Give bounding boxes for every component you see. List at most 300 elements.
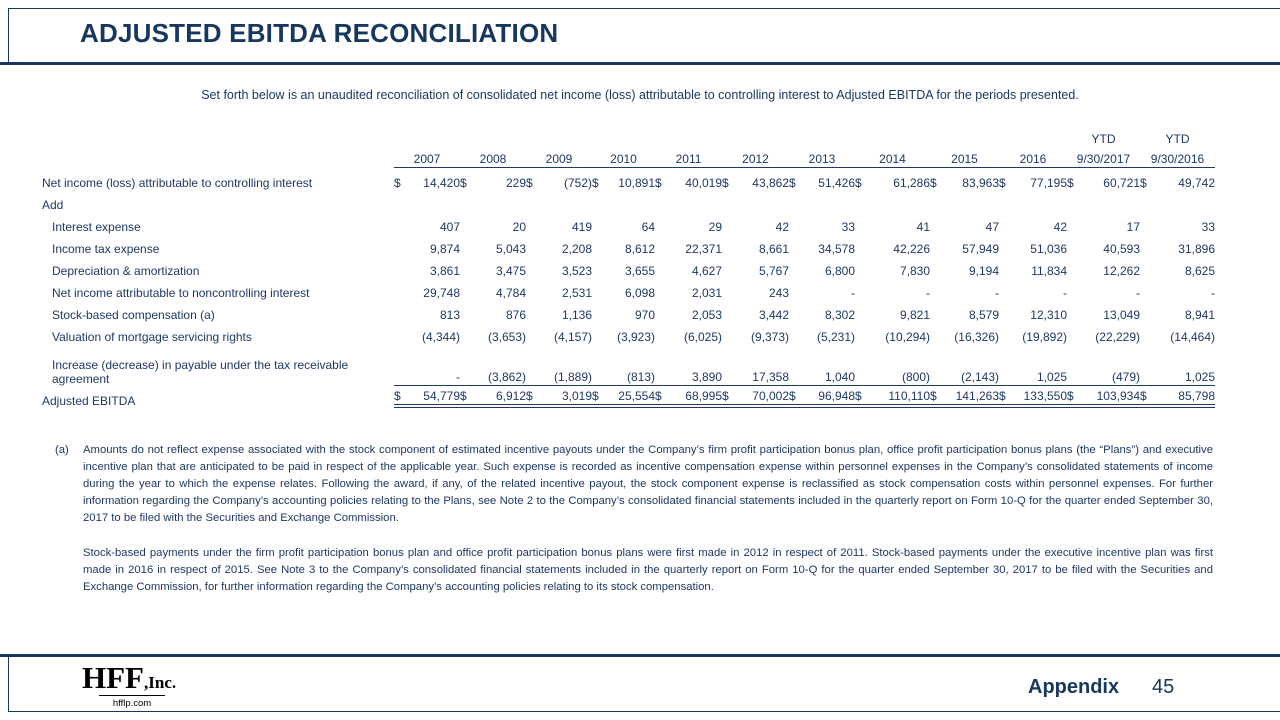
title-divider-line (0, 62, 1280, 65)
cell-inner (722, 389, 789, 408)
cell-inner (789, 389, 855, 408)
column-header-text: 2014 (855, 152, 930, 168)
cell-value (930, 302, 999, 324)
footnote-marker: (a) (55, 444, 69, 456)
dollar-sign: $ (789, 389, 796, 403)
cell-value (930, 346, 999, 388)
cell-inner: (4,157) (553, 330, 592, 344)
cell-number: 103,934 (1096, 389, 1140, 403)
cell-number: 54,779 (423, 389, 460, 403)
cell-value (722, 324, 789, 346)
cell-value (722, 258, 789, 280)
cell-value (789, 170, 855, 192)
row-label: Add (42, 198, 64, 212)
cell-inner: 11,834 (1031, 264, 1067, 278)
ytd-label: YTD (1091, 132, 1116, 146)
cell-value (999, 388, 1067, 410)
column-header-text: 2013 (789, 152, 855, 168)
cell-inner (655, 389, 722, 408)
cell-inner: - (1136, 286, 1140, 300)
cell-inner: 970 (634, 308, 655, 322)
reconciliation-table (42, 126, 1215, 410)
cell-inner: 20 (512, 220, 526, 234)
cell-value (855, 302, 930, 324)
cell-inner: 1,025 (999, 370, 1067, 386)
cell-inner: 813 (439, 308, 460, 322)
cell-inner: 4,627 (691, 264, 722, 278)
column-header (722, 148, 789, 170)
cell-value (526, 236, 592, 258)
cell-number: 110,110 (888, 389, 930, 403)
dollar-sign: $ (592, 389, 599, 403)
cell-inner (722, 176, 789, 190)
row-label: Depreciation & amortization (52, 264, 200, 278)
cell-value (526, 258, 592, 280)
cell-number: 85,798 (1178, 389, 1215, 403)
table-row-income-tax-expense (42, 236, 1215, 258)
cell-value (1140, 280, 1215, 302)
cell-number: 10,891 (618, 176, 655, 190)
cell-inner: 2,531 (561, 286, 592, 300)
cell-inner: 3,475 (495, 264, 526, 278)
column-header-text: 9/30/2016 (1140, 152, 1215, 168)
cell-value (460, 324, 526, 346)
cell-inner: 29,748 (423, 286, 460, 300)
column-header (789, 148, 855, 170)
dollar-sign: $ (855, 176, 862, 190)
spacer-cell (930, 126, 999, 148)
cell-inner: 17,358 (722, 370, 789, 386)
cell-value (1140, 324, 1215, 346)
spacer-cell (999, 126, 1067, 148)
cell-inner (1067, 389, 1140, 408)
cell-value (1067, 170, 1140, 192)
cell-value (526, 388, 592, 410)
cell-inner: - (995, 286, 999, 300)
cell-value (789, 214, 855, 236)
cell-inner: 5,043 (495, 242, 526, 256)
row-label: Interest expense (52, 220, 141, 234)
spacer-cell (394, 126, 460, 148)
cell-value (526, 170, 592, 192)
cell-inner: 3,523 (561, 264, 592, 278)
cell-inner (592, 176, 655, 190)
cell-inner: - (851, 286, 855, 300)
cell-number: 96,948 (818, 389, 855, 403)
cell-number: 43,862 (752, 176, 789, 190)
row-label: Net income attributable to noncontrolling interest (52, 286, 310, 300)
cell-number: 61,286 (893, 176, 930, 190)
cell-value (1140, 236, 1215, 258)
table-row-tax-receivable-agreement (42, 346, 1215, 388)
dollar-sign: $ (1067, 389, 1074, 403)
cell-inner: 4,784 (495, 286, 526, 300)
cell-value (1067, 258, 1140, 280)
cell-number: 6,912 (495, 389, 526, 403)
cell-inner: (3,923) (616, 330, 655, 344)
cell-inner: 8,625 (1184, 264, 1215, 278)
dollar-sign: $ (1140, 176, 1147, 190)
cell-value (592, 280, 655, 302)
dollar-sign: $ (999, 389, 1006, 403)
cell-value (789, 258, 855, 280)
cell-inner: (800) (855, 370, 930, 386)
footer-divider-line (0, 654, 1280, 657)
dollar-sign: $ (394, 176, 401, 190)
cell-inner: 2,031 (691, 286, 722, 300)
appendix-label: Appendix (1028, 676, 1120, 698)
cell-inner: 5,767 (758, 264, 789, 278)
cell-value (999, 214, 1067, 236)
cell-inner: - (394, 370, 460, 386)
column-header-text: 2010 (592, 152, 655, 168)
dollar-sign: $ (460, 389, 467, 403)
cell-value (789, 346, 855, 388)
cell-value (930, 236, 999, 258)
cell-inner (999, 176, 1067, 190)
cell-value (722, 302, 789, 324)
cell-number: 141,263 (955, 389, 999, 403)
cell-number: 51,426 (818, 176, 855, 190)
column-header (592, 148, 655, 170)
cell-value (526, 346, 592, 388)
cell-inner: 407 (439, 220, 460, 234)
column-header (526, 148, 592, 170)
table-row-mortgage-servicing-rights (42, 324, 1215, 346)
spacer-cell (855, 126, 930, 148)
column-header (655, 148, 722, 170)
cell-value (1067, 324, 1140, 346)
cell-value (655, 170, 722, 192)
spacer-cell (460, 126, 526, 148)
cell-value (1067, 236, 1140, 258)
cell-value (1140, 258, 1215, 280)
cell-inner (855, 176, 930, 190)
cell-value (789, 280, 855, 302)
cell-value (592, 324, 655, 346)
cell-inner: 419 (571, 220, 592, 234)
cell-inner: 29 (708, 220, 722, 234)
cell-inner: - (926, 286, 930, 300)
cell-inner: (3,653) (487, 330, 526, 344)
cell-value (460, 170, 526, 192)
dollar-sign: $ (526, 176, 533, 190)
table-row-add (42, 192, 1215, 214)
cell-inner: 41 (916, 220, 930, 234)
bottom-border-line (8, 711, 1280, 712)
cell-inner (526, 176, 592, 190)
cell-inner: (1,889) (526, 370, 592, 386)
top-left-border-line (8, 8, 9, 63)
dollar-sign: $ (930, 389, 937, 403)
cell-inner: 13,049 (1103, 308, 1140, 322)
column-header (930, 148, 999, 170)
cell-value (460, 258, 526, 280)
spacer-cell (592, 126, 655, 148)
logo-text: HFF (82, 660, 144, 695)
cell-number: 68,995 (685, 389, 722, 403)
cell-value (655, 388, 722, 410)
column-header-text: 2016 (999, 152, 1067, 168)
cell-inner: 42 (1053, 220, 1067, 234)
cell-inner: 3,442 (758, 308, 789, 322)
cell-inner: 12,262 (1103, 264, 1140, 278)
cell-inner: 2,208 (561, 242, 592, 256)
cell-value (999, 170, 1067, 192)
cell-value (855, 258, 930, 280)
spacer-cell (42, 126, 394, 148)
cell-value (526, 302, 592, 324)
cell-inner: 1,040 (789, 370, 855, 386)
cell-value (999, 258, 1067, 280)
cell-inner: (16,326) (954, 330, 999, 344)
footnote-a (55, 442, 1213, 527)
cell-inner: (14,464) (1170, 330, 1215, 344)
cell-inner (1140, 176, 1215, 190)
cell-inner: 34,578 (818, 242, 855, 256)
cell-inner: 1,025 (1140, 370, 1215, 386)
top-border-line (8, 8, 1280, 9)
cell-inner (460, 389, 526, 408)
cell-value (592, 258, 655, 280)
column-header (1067, 148, 1140, 170)
cell-value (592, 170, 655, 192)
footnote-text: Amounts do not reflect expense associated with the stock component of estimated incentive payouts under the Company’s firm profit participation bonus plan, office profit participation bonus plans (the “Plans”) and executive incentive plan that are anticipated to be paid in respect of the applicable year. Such expense is recorded as incentive compensation expense within personnel expenses in the Company’s consolidated statements of income during the year to which the expense relates. Following the award, if any, of the related incentive payout, the stock component expense is reclassified as stock compensation costs within personnel expenses. For further information regarding the Company’s accounting policies relating to the Plans, see Note 2 to the Company’s consolidated financial statements included in the quarterly report on Form 10-Q for the quarter ended September 30, 2017 to be filed with the Securities and Exchange Commission. (83, 444, 1213, 524)
column-header-text: 9/30/2017 (1067, 152, 1140, 168)
page-number: 45 (1152, 676, 1175, 698)
cell-value (930, 388, 999, 410)
cell-number: 40,019 (685, 176, 722, 190)
cell-value (930, 214, 999, 236)
cell-inner: 42 (775, 220, 789, 234)
ytd-label: YTD (1165, 132, 1190, 146)
cell-value (1140, 170, 1215, 192)
table-ytd-row (42, 126, 1215, 148)
column-header-text: 2008 (460, 152, 526, 168)
cell-inner: 33 (1201, 220, 1215, 234)
cell-inner: 7,830 (899, 264, 930, 278)
cell-value (1140, 214, 1215, 236)
cell-number: 60,721 (1103, 176, 1140, 190)
cell-value (592, 236, 655, 258)
cell-inner (789, 176, 855, 190)
cell-value (394, 280, 460, 302)
cell-inner: 243 (768, 286, 789, 300)
cell-value (1067, 346, 1140, 388)
cell-inner (999, 389, 1067, 408)
cell-number: 77,195 (1030, 176, 1067, 190)
spacer-cell (526, 126, 592, 148)
cell-inner: 8,941 (1184, 308, 1215, 322)
column-header-text: 2012 (722, 152, 789, 168)
cell-inner: 31,896 (1178, 242, 1215, 256)
cell-inner: 2,053 (691, 308, 722, 322)
dollar-sign: $ (722, 176, 729, 190)
cell-value (855, 236, 930, 258)
cell-value (460, 346, 526, 388)
cell-value (1067, 214, 1140, 236)
cell-inner (526, 389, 592, 408)
cell-inner: 8,661 (758, 242, 789, 256)
cell-inner: 3,655 (624, 264, 655, 278)
cell-number: 25,554 (618, 389, 655, 403)
cell-inner: (22,229) (1095, 330, 1140, 344)
cell-value (394, 214, 460, 236)
cell-inner: 876 (505, 308, 526, 322)
cell-inner (394, 389, 460, 408)
cell-number: 3,019 (561, 389, 592, 403)
cell-value (789, 324, 855, 346)
cell-inner: - (1211, 286, 1215, 300)
cell-inner (592, 389, 655, 408)
cell-inner: 47 (985, 220, 999, 234)
cell-value (722, 280, 789, 302)
cell-inner: 8,579 (968, 308, 999, 322)
row-label: Income tax expense (52, 242, 160, 256)
cell-value (1067, 302, 1140, 324)
footnotes (55, 442, 1213, 596)
cell-inner: 3,890 (655, 370, 722, 386)
cell-value (1140, 388, 1215, 410)
cell-inner (930, 389, 999, 408)
column-header (1140, 148, 1215, 170)
cell-value (1067, 388, 1140, 410)
cell-value (999, 302, 1067, 324)
spacer-cell (42, 148, 394, 170)
cell-value (789, 236, 855, 258)
cell-value (930, 170, 999, 192)
cell-inner: 51,036 (1030, 242, 1067, 256)
cell-value (655, 214, 722, 236)
cell-value (930, 258, 999, 280)
cell-value (789, 388, 855, 410)
cell-value (460, 214, 526, 236)
cell-value (655, 258, 722, 280)
cell-value (722, 236, 789, 258)
cell-inner: 17 (1126, 220, 1140, 234)
cell-inner: 1,136 (561, 308, 592, 322)
cell-value (999, 346, 1067, 388)
cell-inner: - (1063, 286, 1067, 300)
cell-inner: (479) (1067, 370, 1140, 386)
subtitle: Set forth below is an unaudited reconciliation of consolidated net income (loss) attributable to controlling interest to Adjusted EBITDA for the periods presented. (201, 88, 1079, 102)
cell-value (460, 388, 526, 410)
dollar-sign: $ (722, 389, 729, 403)
column-header (855, 148, 930, 170)
cell-value (855, 280, 930, 302)
cell-inner: 3,861 (429, 264, 460, 278)
cell-value (394, 236, 460, 258)
dollar-sign: $ (460, 176, 467, 190)
dollar-sign: $ (1067, 176, 1074, 190)
cell-inner: 22,371 (685, 242, 722, 256)
dollar-sign: $ (855, 389, 862, 403)
cell-value (1140, 302, 1215, 324)
cell-value (655, 280, 722, 302)
cell-inner: (3,862) (460, 370, 526, 386)
logo-rule (99, 695, 165, 696)
cell-value (394, 388, 460, 410)
cell-value (722, 388, 789, 410)
dollar-sign: $ (789, 176, 796, 190)
cell-value (722, 346, 789, 388)
spacer-cell (655, 126, 722, 148)
cell-inner: 42,226 (893, 242, 930, 256)
spacer-cell (789, 126, 855, 148)
cell-inner: 12,310 (1030, 308, 1067, 322)
column-header-text: 2015 (930, 152, 999, 168)
column-header-text: 2011 (655, 152, 722, 168)
dollar-sign: $ (592, 176, 599, 190)
cell-inner: 6,098 (624, 286, 655, 300)
dollar-sign: $ (999, 176, 1006, 190)
table-row-net-income-controlling (42, 170, 1215, 192)
row-label: Stock-based compensation (a) (52, 308, 215, 322)
cell-value (722, 214, 789, 236)
cell-inner: (2,143) (930, 370, 999, 386)
cell-value (592, 214, 655, 236)
cell-inner: 9,874 (429, 242, 460, 256)
cell-number: 14,420 (423, 176, 460, 190)
cell-value (855, 214, 930, 236)
cell-value (592, 346, 655, 388)
cell-inner (460, 176, 526, 190)
cell-value (460, 236, 526, 258)
cell-number: 70,002 (752, 389, 789, 403)
cell-number: 49,742 (1178, 176, 1215, 190)
row-label: Net income (loss) attributable to controlling interest (42, 176, 313, 190)
cell-inner: 8,302 (824, 308, 855, 322)
cell-value (930, 280, 999, 302)
table-row-stock-based-compensation (42, 302, 1215, 324)
cell-value (655, 302, 722, 324)
cell-value (394, 346, 460, 388)
cell-value (394, 302, 460, 324)
cell-value (1140, 346, 1215, 388)
cell-inner: 64 (641, 220, 655, 234)
bottom-left-border-line (8, 657, 9, 712)
cell-value (394, 170, 460, 192)
cell-value (592, 302, 655, 324)
dollar-sign: $ (394, 389, 401, 403)
dollar-sign: $ (526, 389, 533, 403)
cell-number: 229 (505, 176, 526, 190)
cell-inner: 6,800 (824, 264, 855, 278)
cell-inner: (4,344) (421, 330, 460, 344)
cell-value (722, 170, 789, 192)
table-row-depreciation-amortization (42, 258, 1215, 280)
column-header-text: 2009 (526, 152, 592, 168)
cell-inner: 40,593 (1103, 242, 1140, 256)
cell-inner: (19,892) (1022, 330, 1067, 344)
cell-inner (855, 389, 930, 408)
column-header (394, 148, 460, 170)
cell-value (394, 258, 460, 280)
cell-value (655, 236, 722, 258)
cell-inner: (6,025) (683, 330, 722, 344)
cell-inner (394, 176, 460, 190)
table-row-interest-expense (42, 214, 1215, 236)
cell-value (655, 324, 722, 346)
cell-value (526, 324, 592, 346)
cell-inner (1067, 176, 1140, 190)
column-header (999, 148, 1067, 170)
row-label (42, 346, 394, 388)
cell-inner: (9,373) (750, 330, 789, 344)
cell-inner: 8,612 (624, 242, 655, 256)
table-row-adjusted-ebitda (42, 388, 1215, 410)
cell-inner: 9,194 (968, 264, 999, 278)
